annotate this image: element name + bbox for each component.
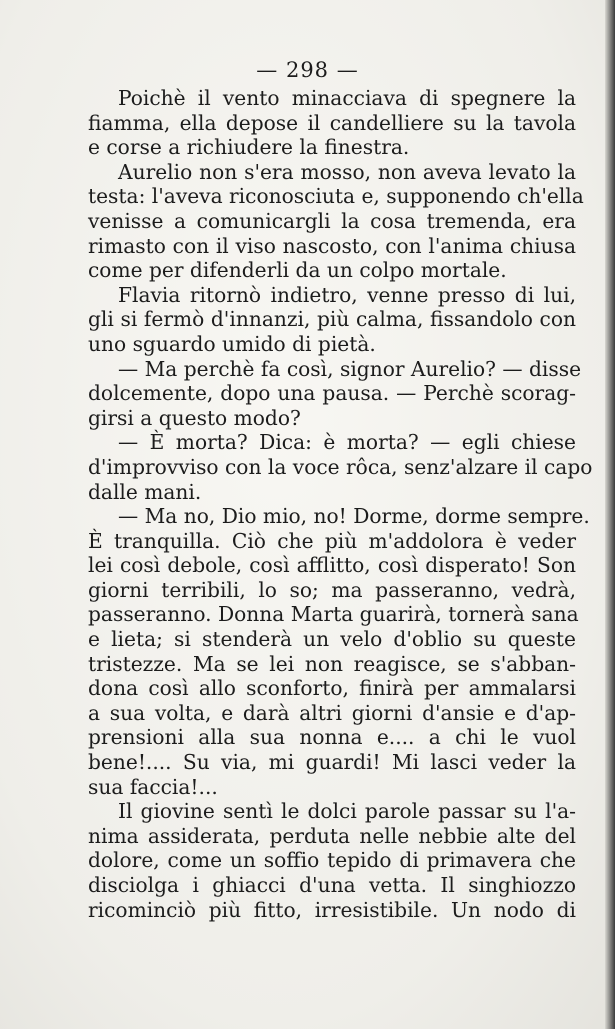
- text-line: dolcemente, dopo una pausa. — Perchè scorag-: [88, 381, 576, 406]
- text-line: d'improvviso con la voce rôca, senz'alzare il capo: [88, 454, 593, 479]
- text-line: nima assiderata, perduta nelle nebbie alte del: [88, 823, 576, 848]
- text-line: rimasto con il viso nascosto, con l'anima chiusa: [88, 233, 576, 258]
- text-line: tristezze. Ma se lei non reagisce, se s'abban-: [88, 651, 576, 676]
- text-line: gli si fermò d'innanzi, più calma, fissandolo con: [88, 307, 576, 332]
- text-line: — È morta? Dica: è morta? — egli chiese: [118, 430, 576, 455]
- text-line: dona così allo sconforto, finirà per ammalarsi: [88, 676, 576, 701]
- text-line: dalle mani.: [88, 479, 202, 504]
- text-line: giorni terribili, lo so; ma passeranno, vedrà,: [88, 577, 576, 602]
- text-line: venisse a comunicargli la cosa tremenda, era: [88, 208, 576, 233]
- page-number: — 298 —: [256, 58, 359, 82]
- text-line: sua faccia!...: [88, 774, 218, 799]
- text-line: Flavia ritornò indietro, venne presso di lui,: [118, 282, 576, 307]
- text-line: passeranno. Donna Marta guarirà, tornerà sana: [88, 602, 579, 627]
- text-line: È tranquilla. Ciò che più m'addolora è veder: [88, 528, 576, 553]
- text-line: testa: l'aveva riconosciuta e, supponendo ch'ella: [88, 184, 584, 209]
- text-line: a sua volta, e darà altri giorni d'ansie e d'ap-: [88, 700, 576, 725]
- text-line: fiamma, ella depose il candelliere su la tavola: [88, 110, 576, 135]
- text-line: — Ma no, Dio mio, no! Dorme, dorme sempre.: [118, 504, 590, 529]
- text-line: come per difenderli da un colpo mortale.: [88, 258, 507, 283]
- text-line: Aurelio non s'era mosso, non aveva levato la: [118, 159, 576, 184]
- text-line: disciolga i ghiacci d'una vetta. Il singhiozzo: [88, 873, 576, 897]
- text-line: uno sguardo umido di pietà.: [88, 331, 376, 356]
- text-line: Il giovine sentì le dolci parole passar su l'a-: [118, 799, 576, 824]
- page-edge-shadow: [605, 0, 615, 1029]
- text-line: girsi a questo modo?: [88, 405, 301, 430]
- text-line: Poichè il vento minacciava di spegnere la: [118, 86, 576, 110]
- text-line: bene!.... Su via, mi guardi! Mi lasci veder la: [88, 750, 576, 775]
- text-line: lei così debole, così afflitto, così disperato! Son: [88, 553, 576, 578]
- text-line: ricominciò più fitto, irresistibile. Un nodo di: [88, 897, 576, 922]
- text-line: — Ma perchè fa così, signor Aurelio? — disse: [118, 356, 582, 381]
- text-line: e lieta; si stenderà un velo d'oblio su queste: [88, 627, 576, 652]
- text-line: dolore, come un soffio tepido di primavera che: [88, 848, 576, 873]
- text-line: prensioni alla sua nonna e.... a chi le vuol: [88, 725, 576, 750]
- text-line: e corse a richiudere la finestra.: [88, 135, 410, 160]
- body-text: [88, 86, 593, 922]
